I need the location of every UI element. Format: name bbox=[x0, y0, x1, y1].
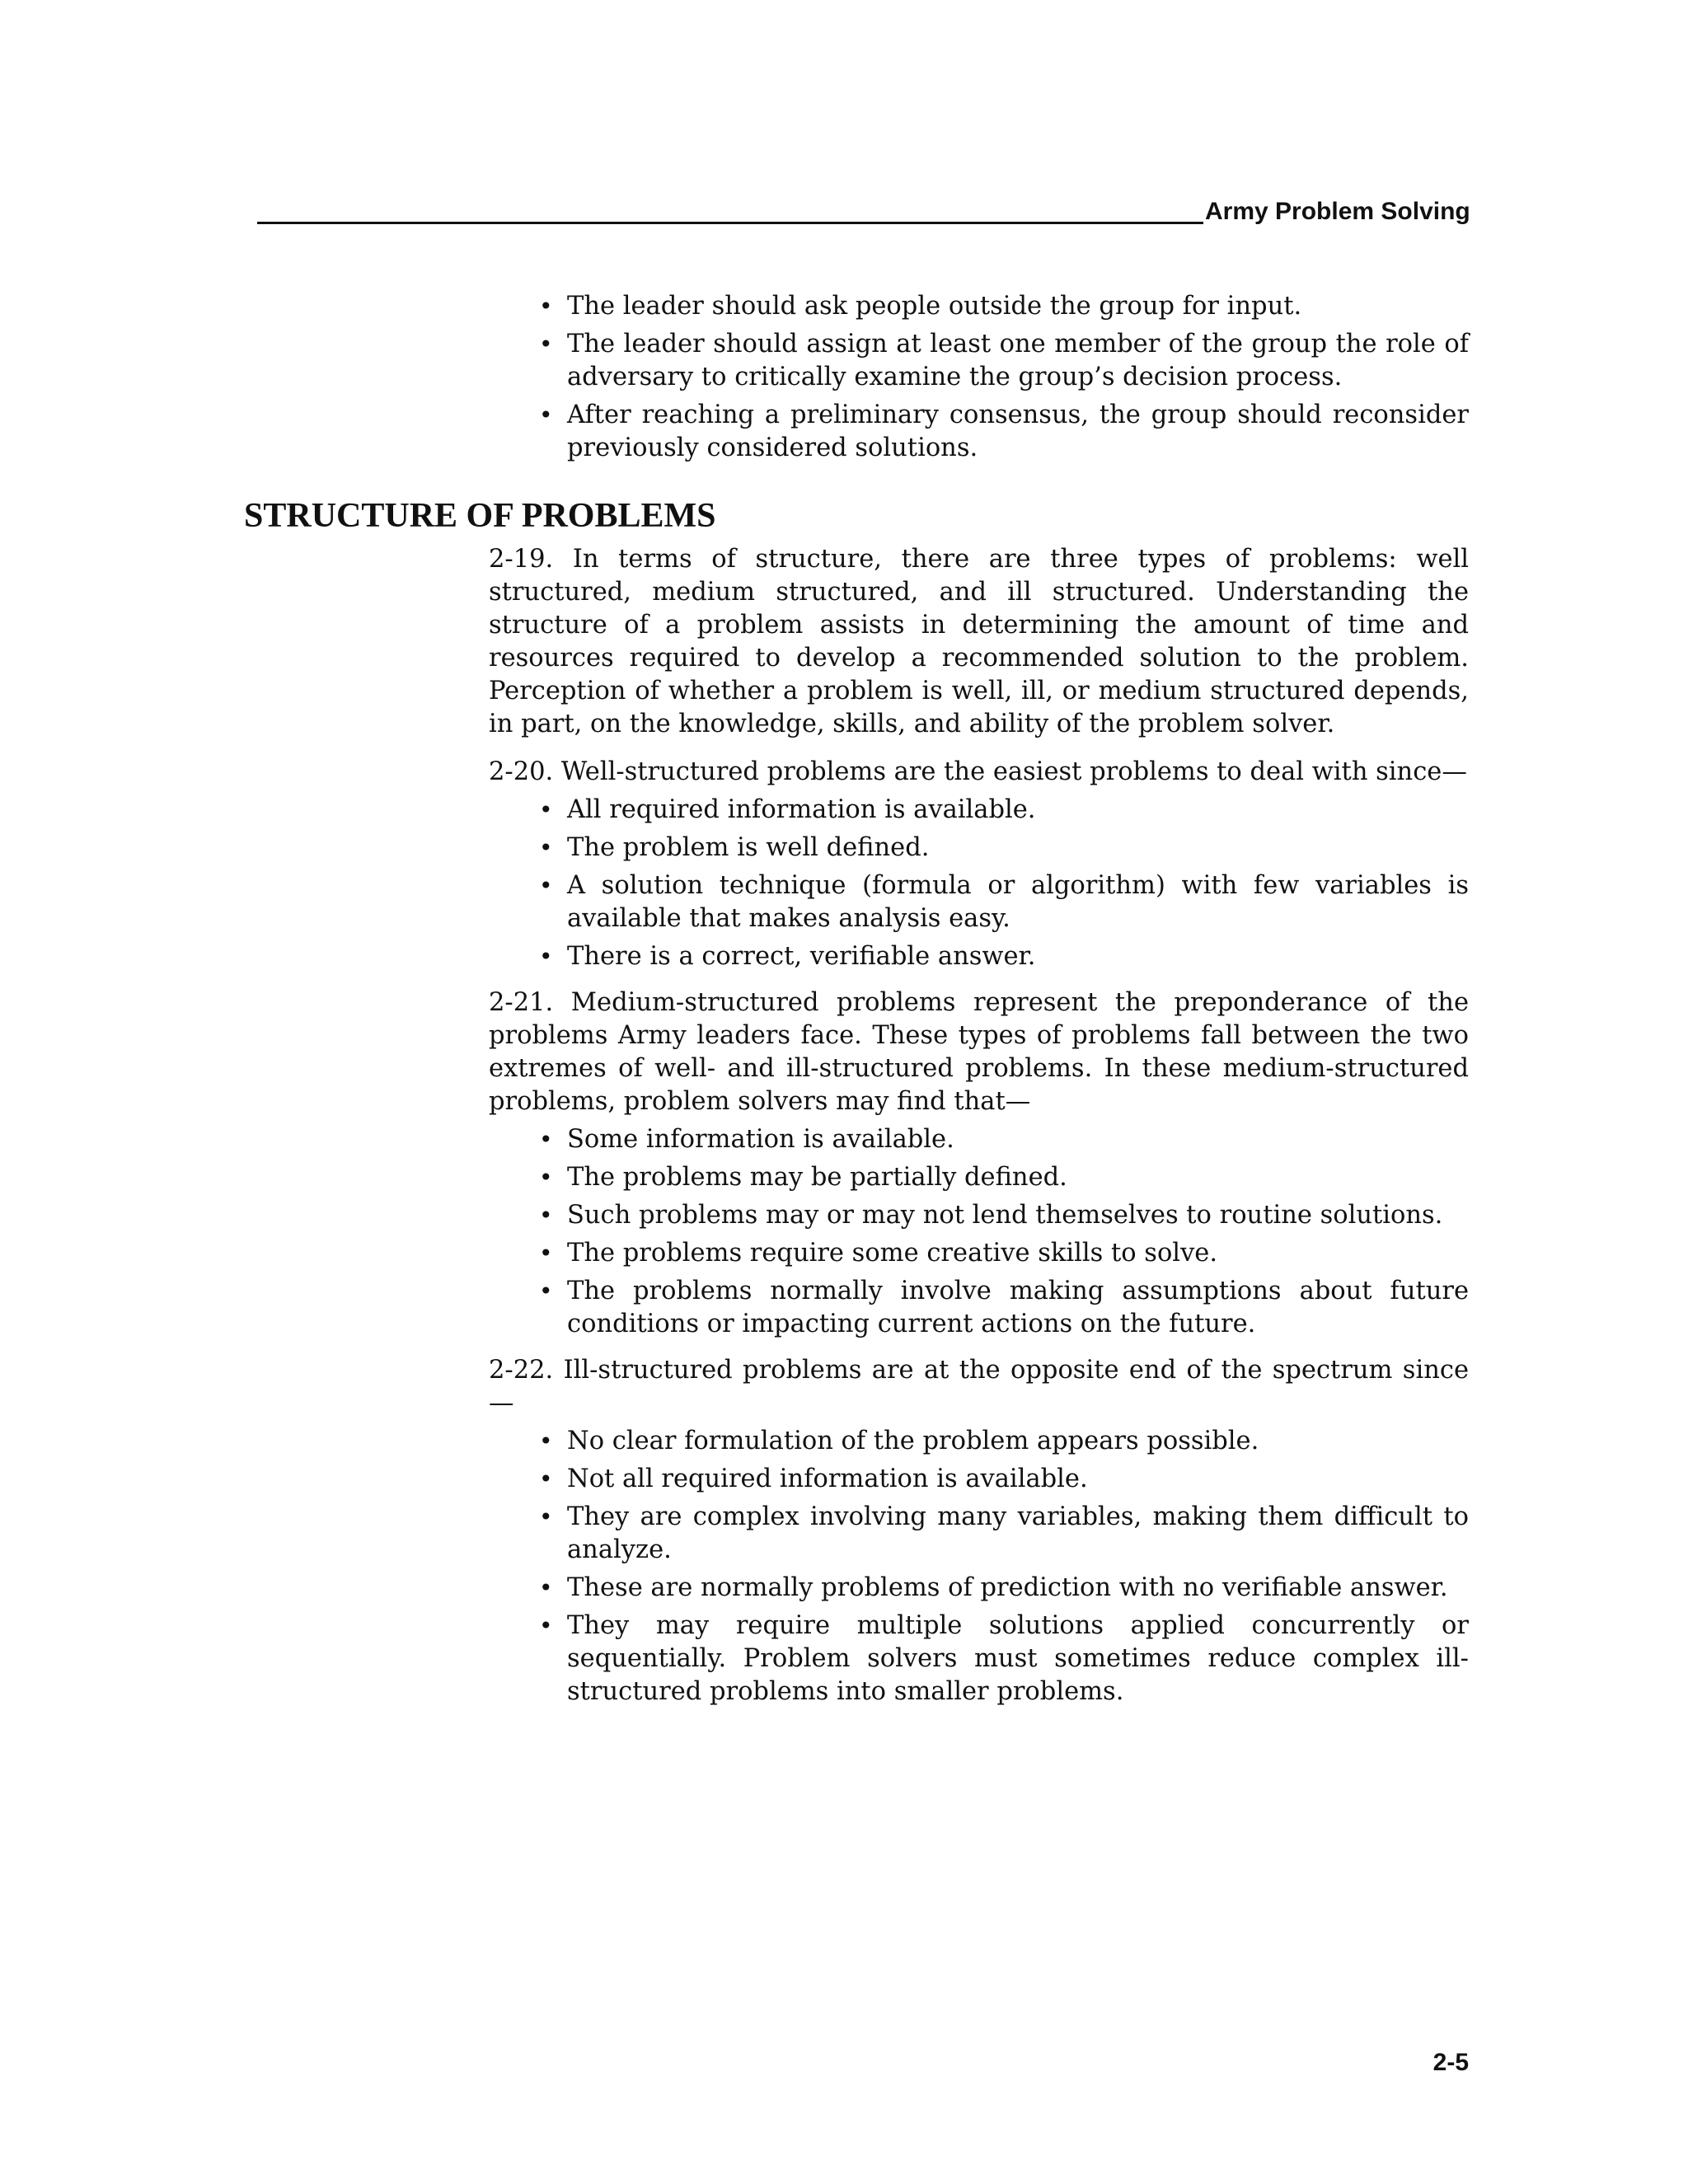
section-heading: STRUCTURE OF PROBLEMS bbox=[244, 497, 716, 535]
paragraph-2-22: 2-22. Ill-structured problems are at the opposite end of the spectrum since— bbox=[489, 1356, 1469, 1418]
bullet-list-2-22 bbox=[534, 1425, 1469, 1708]
list-item: • The problems may be partially defined. bbox=[534, 1161, 1469, 1194]
list-item: • The problems normally involve making assumptions about future conditions or impacting current actions on the future. bbox=[534, 1275, 1469, 1341]
list-item: • Some information is available. bbox=[534, 1123, 1469, 1156]
paragraph-2-19: 2-19. In terms of structure, there are three types of problems: well structured, medium structured, and ill structured. Understanding the structure of a problem assists in determining the amount of time and resources required to develop a recommended solution to the problem. Perception of whether a problem is well, ill, or medium structured depends, in part, on the knowledge, skills, and ability of the problem solver. bbox=[489, 545, 1469, 738]
header-rule bbox=[257, 222, 1203, 224]
list-item: • All required information is available. bbox=[534, 794, 1469, 827]
bullet-list-2-20 bbox=[534, 794, 1469, 973]
list-item: • No clear formulation of the problem appears possible. bbox=[534, 1425, 1469, 1458]
list-item: • The problems require some creative skills to solve. bbox=[534, 1237, 1469, 1270]
list-item: • They may require multiple solutions applied concurrently or sequentially. Problem solvers must sometimes reduce complex ill-structured problems into smaller problems. bbox=[534, 1610, 1469, 1708]
running-header: Army Problem Solving bbox=[1205, 198, 1470, 225]
list-item: • The leader should ask people outside the group for input. bbox=[534, 290, 1469, 323]
paragraph-2-20: 2-20. Well-structured problems are the easiest problems to deal with since— bbox=[489, 757, 1467, 786]
list-item: • After reaching a preliminary consensus, the group should reconsider previously considered solutions. bbox=[534, 399, 1469, 465]
paragraph-2-21: 2-21. Medium-structured problems represent the preponderance of the problems Army leaders face. These types of problems fall between the two extremes of well- and ill-structured problems. In these medium-structured problems, problem solvers may find that— bbox=[489, 988, 1469, 1116]
list-item: • A solution technique (formula or algorithm) with few variables is available that makes analysis easy. bbox=[534, 869, 1469, 935]
list-item: • There is a correct, verifiable answer. bbox=[534, 940, 1469, 973]
list-item: • They are complex involving many variables, making them difficult to analyze. bbox=[534, 1501, 1469, 1567]
list-item: • The leader should assign at least one member of the group the role of adversary to critically examine the group’s decision process. bbox=[534, 328, 1469, 394]
list-item: • Not all required information is available. bbox=[534, 1463, 1469, 1496]
list-item: • The problem is well defined. bbox=[534, 832, 1469, 865]
top-bullet-list bbox=[534, 290, 1469, 470]
page-number: 2-5 bbox=[1432, 2049, 1469, 2076]
bullet-list-2-21 bbox=[534, 1123, 1469, 1341]
section-body bbox=[489, 543, 1469, 1722]
list-item: • These are normally problems of prediction with no verifiable answer. bbox=[534, 1572, 1469, 1605]
list-item: • Such problems may or may not lend themselves to routine solutions. bbox=[534, 1199, 1469, 1232]
